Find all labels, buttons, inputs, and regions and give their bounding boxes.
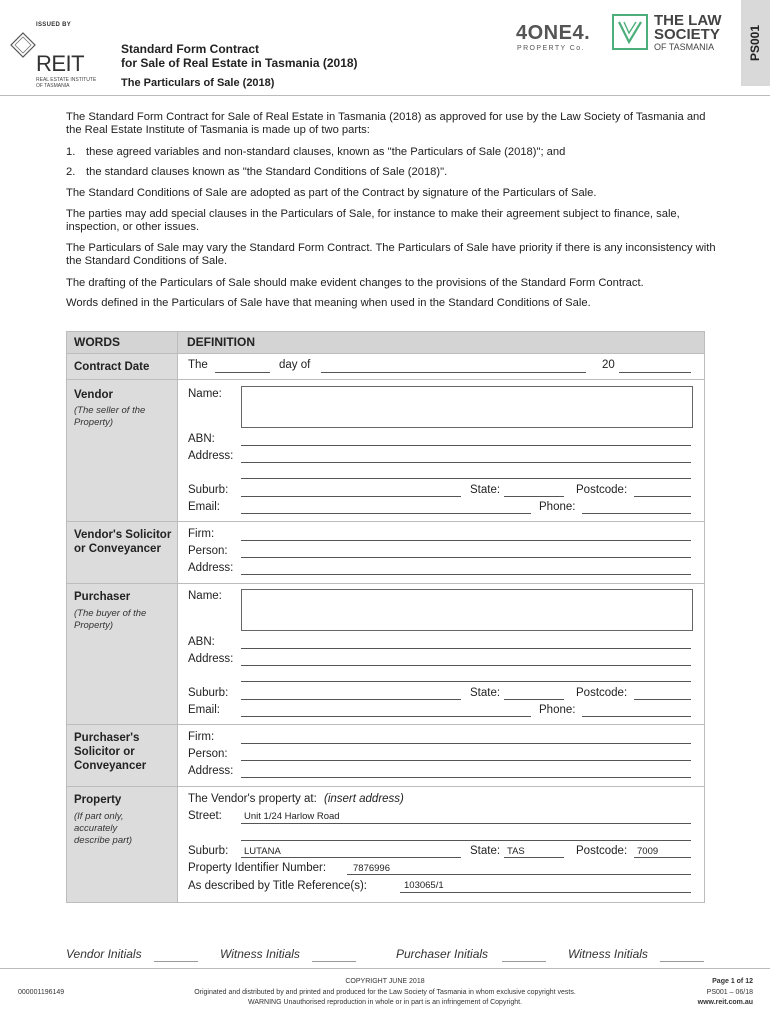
vendor-state-label: State: <box>470 484 501 496</box>
form-code-text: PS001 <box>748 24 763 62</box>
property-postcode-field[interactable] <box>634 857 691 858</box>
purchaser-solicitor-person-field[interactable] <box>241 760 691 761</box>
witness-initials-label-1: Witness Initials <box>220 947 300 961</box>
purchaser-abn-field[interactable] <box>241 648 691 649</box>
reit-logo-text: REIT <box>36 51 85 76</box>
row-divider <box>67 521 704 522</box>
vendor-address-field[interactable] <box>241 462 691 463</box>
label-vendor-solicitor: Vendor's Solicitor or Conveyancer <box>74 529 172 555</box>
column-divider <box>177 332 178 902</box>
property-pid-label: Property Identifier Number: <box>188 862 327 874</box>
property-pid-field[interactable] <box>347 874 691 875</box>
purchaser-address-field-2[interactable] <box>241 681 691 682</box>
purchaser-address-label: Address: <box>188 653 234 665</box>
property-street-field[interactable] <box>241 823 691 824</box>
purchaser-name-label: Name: <box>188 590 222 602</box>
purchaser-abn-label: ABN: <box>188 636 215 648</box>
header-divider <box>0 95 770 96</box>
contract-date-day-of: day of <box>279 359 311 371</box>
vendor-solicitor-firm-label: Firm: <box>188 528 215 540</box>
fourone-logo-subtext: PROPERTY Co. <box>517 45 585 52</box>
fourone-logo-text: 4ONE4. <box>516 22 591 44</box>
column-header-words: WORDS <box>74 335 120 349</box>
reit-logo-icon <box>10 32 36 58</box>
purchaser-phone-field[interactable] <box>582 716 691 717</box>
vendor-name-input[interactable] <box>241 386 693 428</box>
law-society-logo-line3: OF TASMANIA <box>654 42 715 52</box>
intro-paragraph-6: Words defined in the Particulars of Sale have that meaning when used in the Standard Conditions of Sale. <box>66 297 591 309</box>
purchaser-solicitor-address-field[interactable] <box>241 777 691 778</box>
purchaser-email-label: Email: <box>188 704 220 716</box>
property-street-field-2[interactable] <box>241 840 691 841</box>
row-divider <box>67 786 704 787</box>
purchaser-phone-label: Phone: <box>539 704 576 716</box>
purchaser-initials-label: Purchaser Initials <box>396 947 489 961</box>
label-vendor: Vendor <box>74 389 113 401</box>
law-society-logo-icon <box>612 14 648 50</box>
intro-paragraph-5: The drafting of the Particulars of Sale should make evident changes to the provisions of the Standard Form Contract. <box>66 277 644 289</box>
vendor-abn-field[interactable] <box>241 445 691 446</box>
footer-warning: WARNING Unauthorised reproduction in whole or in part is an infringement of Copyright. <box>247 999 523 1006</box>
purchaser-solicitor-address-label: Address: <box>188 765 234 777</box>
column-header-definition: DEFINITION <box>187 335 255 349</box>
vendor-state-field[interactable] <box>504 496 564 497</box>
footer-divider <box>0 968 770 969</box>
vendor-name-label: Name: <box>188 388 222 400</box>
vendor-initials-field[interactable] <box>154 961 198 962</box>
intro-paragraph-2: The Standard Conditions of Sale are adopted as part of the Contract by signature of the Particulars of Sale. <box>66 187 597 199</box>
intro-list-item-1 <box>66 146 716 160</box>
contract-day-field[interactable] <box>215 372 270 373</box>
property-street-value: Unit 1/24 Harlow Road <box>244 811 340 822</box>
property-suburb-label: Suburb: <box>188 845 229 857</box>
page-number: Page 1 of 12 <box>712 978 753 985</box>
row-divider <box>67 583 704 584</box>
property-state-field[interactable] <box>504 857 564 858</box>
contract-date-the: The <box>188 359 208 371</box>
list-text: the standard clauses known as "the Standard Conditions of Sale (2018)". <box>86 166 448 178</box>
footer-copyright: COPYRIGHT JUNE 2018 <box>345 978 425 985</box>
vendor-postcode-field[interactable] <box>634 496 691 497</box>
vendor-phone-label: Phone: <box>539 501 576 513</box>
label-property-description: (If part only, accurately describe part) <box>74 811 133 846</box>
purchaser-solicitor-firm-field[interactable] <box>241 743 691 744</box>
witness-initials-field-2[interactable] <box>660 961 704 962</box>
website-link[interactable]: www.reit.com.au <box>697 999 753 1006</box>
vendor-solicitor-person-field[interactable] <box>241 557 691 558</box>
intro-paragraph-3: The parties may add special clauses in the Particulars of Sale, for instance to make their agreement subject to finance, sale, inspection, or other issues. <box>66 208 680 233</box>
label-contract-date: Contract Date <box>74 361 150 373</box>
contract-year-prefix: 20 <box>602 359 615 371</box>
purchaser-name-input[interactable] <box>241 589 693 631</box>
purchaser-initials-field[interactable] <box>502 961 546 962</box>
vendor-address-field-2[interactable] <box>241 478 691 479</box>
contract-month-field[interactable] <box>321 372 586 373</box>
document-number: 000001196149 <box>18 989 65 996</box>
vendor-phone-field[interactable] <box>582 513 691 514</box>
purchaser-solicitor-firm-label: Firm: <box>188 731 215 743</box>
property-intro <box>188 793 404 805</box>
property-suburb-value: LUTANA <box>244 846 281 857</box>
vendor-postcode-label: Postcode: <box>576 484 628 496</box>
purchaser-state-field[interactable] <box>504 699 564 700</box>
document-title-line1: Standard Form Contract <box>121 42 260 56</box>
row-divider <box>67 379 704 380</box>
property-title-ref-value: 103065/1 <box>404 880 444 891</box>
document-subtitle: The Particulars of Sale (2018) <box>121 77 275 89</box>
property-title-ref-field[interactable] <box>400 892 691 893</box>
purchaser-postcode-label: Postcode: <box>576 687 628 699</box>
property-state-value: TAS <box>507 846 525 857</box>
vendor-address-label: Address: <box>188 450 234 462</box>
list-number: 1. <box>66 146 76 158</box>
form-version-code: PS001 – 06/18 <box>706 989 753 996</box>
label-property: Property <box>74 794 122 806</box>
form-code-label <box>741 0 770 86</box>
vendor-email-field[interactable] <box>241 513 531 514</box>
intro-paragraph-1: The Standard Form Contract for Sale of Real Estate in Tasmania (2018) as approved for use by the Law Society of Tasmania and the Real Estate Institute of Tasmania is made up of two parts: <box>66 111 706 136</box>
label-purchaser-solicitor: Purchaser's Solicitor or Conveyancer <box>74 732 147 772</box>
purchaser-state-label: State: <box>470 687 501 699</box>
vendor-email-label: Email: <box>188 501 220 513</box>
vendor-solicitor-address-label: Address: <box>188 562 234 574</box>
purchaser-postcode-field[interactable] <box>634 699 691 700</box>
purchaser-email-field[interactable] <box>241 716 531 717</box>
row-divider <box>67 724 704 725</box>
purchaser-solicitor-person-label: Person: <box>188 748 228 760</box>
row-divider <box>67 353 704 354</box>
intro-paragraph-4: The Particulars of Sale may vary the Standard Form Contract. The Particulars of Sale have priority if there is any inconsistency with the Standard Conditions of Sale. <box>66 242 716 267</box>
list-number: 2. <box>66 166 76 178</box>
purchaser-address-field[interactable] <box>241 665 691 666</box>
vendor-solicitor-firm-field[interactable] <box>241 540 691 541</box>
intro-list-item-2 <box>66 166 716 180</box>
property-intro-note: (insert address) <box>323 793 404 805</box>
table-header-row <box>67 332 704 353</box>
list-text: these agreed variables and non-standard clauses, known as "the Particulars of Sale (2018)"; and <box>86 146 566 158</box>
label-purchaser: Purchaser <box>74 591 131 603</box>
witness-initials-field-1[interactable] <box>312 961 356 962</box>
property-intro-text: The Vendor's property at: <box>188 793 317 805</box>
vendor-initials-label: Vendor Initials <box>66 947 142 961</box>
property-suburb-field[interactable] <box>241 857 461 858</box>
property-street-label: Street: <box>188 810 222 822</box>
property-postcode-value: 7009 <box>637 846 659 857</box>
purchaser-suburb-field[interactable] <box>241 699 461 700</box>
property-state-label: State: <box>470 845 501 857</box>
document-title-line2: for Sale of Real Estate in Tasmania (2018) <box>121 56 358 70</box>
law-society-logo-line2: SOCIETY <box>654 26 720 43</box>
particulars-table <box>66 331 705 903</box>
property-title-ref-label: As described by Title Reference(s): <box>188 880 367 892</box>
label-purchaser-description: (The buyer of the Property) <box>74 608 147 631</box>
label-vendor-description: (The seller of the Property) <box>74 405 146 428</box>
issued-by-label: ISSUED BY <box>36 22 72 28</box>
witness-initials-label-2: Witness Initials <box>568 947 648 961</box>
property-postcode-label: Postcode: <box>576 845 628 857</box>
property-pid-value: 7876996 <box>353 863 390 874</box>
law-society-logo-line1: THE LAW <box>654 12 722 29</box>
vendor-abn-label: ABN: <box>188 433 215 445</box>
footer-distribution-note: Originated and distributed by and printed and produced for the Law Society of Tasmania in whom exclusive copyright vests. <box>194 989 576 996</box>
vendor-solicitor-person-label: Person: <box>188 545 228 557</box>
vendor-suburb-label: Suburb: <box>188 484 229 496</box>
vendor-suburb-field[interactable] <box>241 496 461 497</box>
vendor-solicitor-address-field[interactable] <box>241 574 691 575</box>
reit-logo-subtext: REAL ESTATE INSTITUTE OF TASMANIA <box>36 77 97 89</box>
contract-year-field[interactable] <box>619 372 691 373</box>
purchaser-suburb-label: Suburb: <box>188 687 229 699</box>
